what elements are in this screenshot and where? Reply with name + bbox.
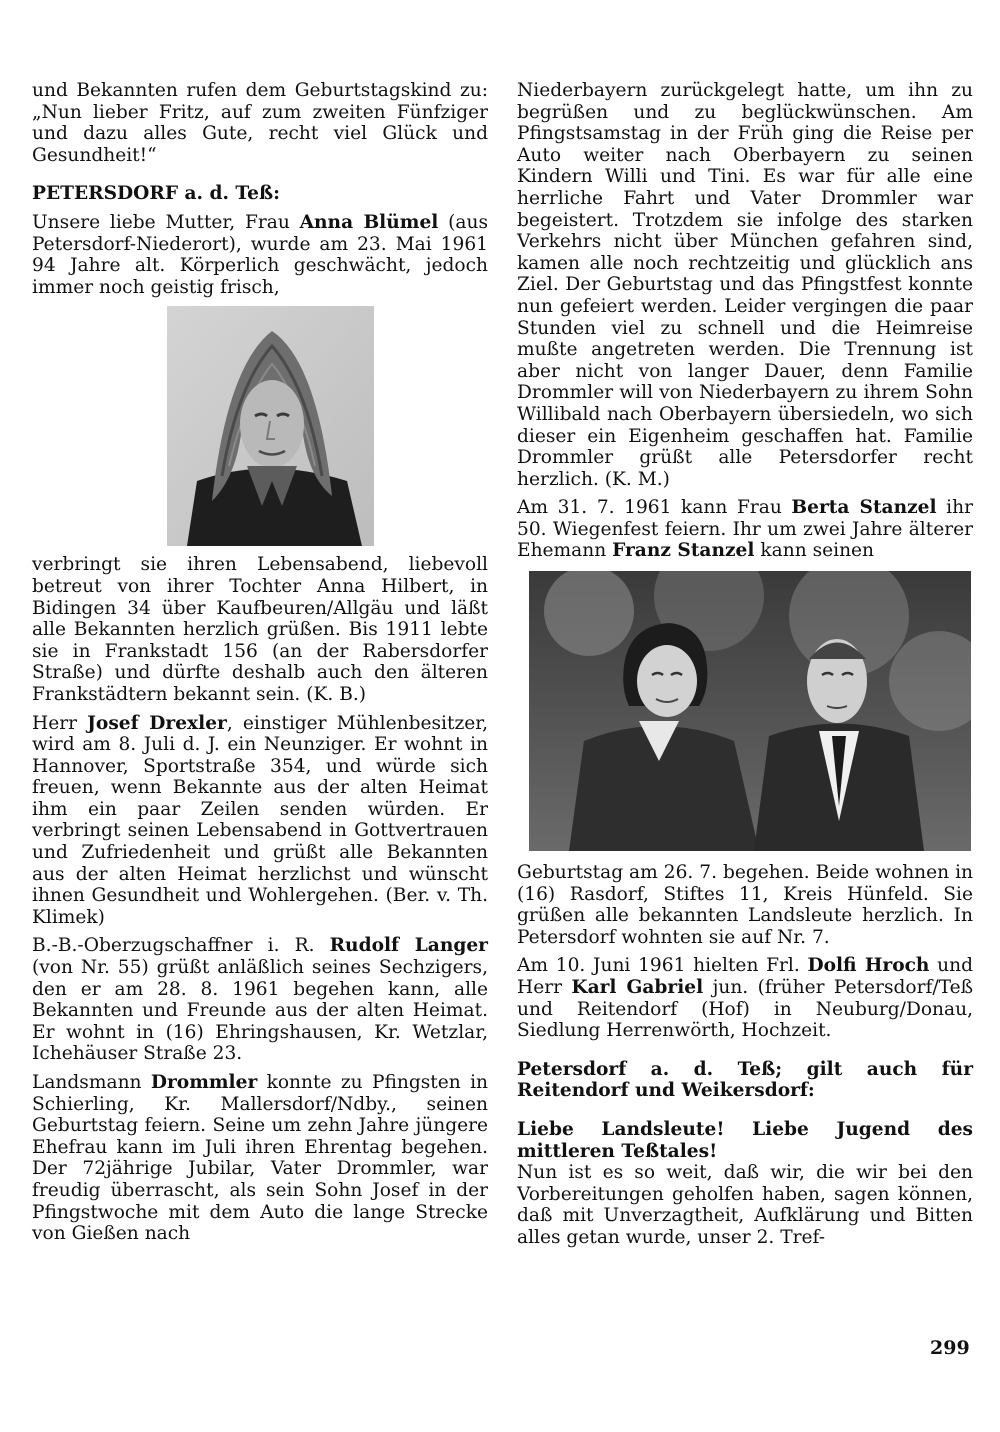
paragraph-stanzel-continued: Geburtstag am 26. 7. begehen. Beide wohnen in (16) Rasdorf, Stiftes 11, Kreis Hünfeld. Sie grüßen alle bekannten Landsleute herzlich. In Petersdorf wohnten sie auf Nr. 7. [517, 862, 973, 948]
paragraph-josef-drexler: Herr Josef Drexler, einstiger Mühlenbesitzer, wird am 8. Juli d. J. ein Neunziger. Er wohnt in Hannover, Sportstraße 354, und würde sich freuen, wenn Bekannte aus der alten Heimat ihm ein paar Zeilen senden würden. Er verbringt seinen Lebensabend in Gottvertrauen und Zufriedenheit und grüßt alle Bekannten aus der alten Heimat herzlichst und wünscht ihnen Gesundheit und Wohlergehen. (Ber. v. Th. Klimek) [32, 712, 489, 928]
photo-couple-stanzel [529, 571, 971, 851]
section-heading-liebe-landsleute: Liebe Landsleute! Liebe Jugend des mittleren Teßtales! [517, 1119, 973, 1162]
portrait-photo-elderly-woman [167, 306, 374, 546]
paragraph-hroch-gabriel: Am 10. Juni 1961 hielten Frl. Dolfi Hroch und Herr Karl Gabriel jun. (früher Petersdorf/Teß und Reitendorf (Hof) in Neuburg/Donau, Siedlung Herrenwörth, Hochzeit. [517, 955, 974, 1042]
paragraph-drommler: Landsmann Drommler konnte zu Pfingsten in Schierling, Kr. Mallersdorf/Ndby., seinen Geburtstag feiern. Seine um zehn Jahre jüngere Ehefrau kann im Juli ihren Ehrentag begehen. Der 72jährige Jubilar, Vater Drommler, war freudig überrascht, als sein Sohn Josef in der Pfingstwoche mit dem Auto die lange Strecke von Gießen nach [32, 1072, 488, 1245]
page-number: 299 [930, 1337, 970, 1359]
paragraph-lebensabend: verbringt sie ihren Lebensabend, liebevoll betreut von ihrer Tochter Anna Hilbert, in Bidingen 34 über Kaufbeuren/Allgäu und läßt alle Bekannten herzlich grüßen. Bis 1911 lebte sie in Frankstadt 156 (an der Rabersdorfer Straße) und dürfte deshalb auch den älteren Frankstädtern bekannt sein. (K. B.) [32, 554, 488, 705]
paragraph-vorbereitungen: Nun ist es so weit, daß wir, die wir bei den Vorbereitungen geholfen haben, sagen können, daß mit Unverzagtheit, Aufklärung und Bitten alles getan wurde, unser 2. Tref- [517, 1162, 973, 1248]
paragraph-drommler-continued: Niederbayern zurückgelegt hatte, um ihn zu begrüßen und zu beglückwünschen. Am Pfingstsamstag in der Früh ging die Reise per Auto weiter nach Oberbayern zu seinen Kindern Willi und Tini. Es war für alle eine herrliche Fahrt und Vater Drommler war begeistert. Trotzdem sie infolge des starken Verkehrs nicht über München gefahren sind, kamen alle noch rechtzeitig und glücklich ans Ziel. Der Geburtstag und das Pfingstfest konnte nun gefeiert werden. Leider vergingen die paar Stunden viel zu schnell und die Heimreise mußte angetreten werden. Die Trennung ist aber nicht von langer Dauer, denn Familie Drommler will von Niederbayern zu ihrem Sohn Willibald nach Oberbayern übersiedeln, wo sich dieser ein Eigenheim geschaffen hat. Familie Drommler grüßt alle Petersdorfer recht herzlich. (K. M.) [517, 80, 973, 490]
paragraph-rudolf-langer: B.-B.-Oberzugschaffner i. R. Rudolf Langer (von Nr. 55) grüßt anläßlich seines Sechzigers, den er am 28. 8. 1961 begehen kann, alle Bekannten und Freunde aus der alten Heimat. Er wohnt in (16) Ehringshausen, Kr. Wetzlar, Ichehäuser Straße 23. [32, 935, 488, 1065]
left-column [32, 80, 488, 1245]
paragraph-birthday-greeting: und Bekannten rufen dem Geburtstagskind zu: „Nun lieber Fritz, auf zum zweiten Fünfziger und dazu alles Gute, recht viel Glück und Gesundheit!“ [32, 80, 488, 166]
section-heading-petersdorf: PETERSDORF a. d. Teß: [32, 183, 280, 205]
paragraph-anna-bluemel: Unsere liebe Mutter, Frau Anna Blümel (aus Petersdorf-Niederort), wurde am 23. Mai 1961 94 Jahre alt. Körperlich geschwächt, jedoch immer noch geistig frisch, [32, 211, 488, 298]
paragraph-stanzel: Am 31. 7. 1961 kann Frau Berta Stanzel ihr 50. Wiegenfest feiern. Ihr um zwei Jahre älterer Ehemann Franz Stanzel kann seinen [517, 497, 973, 562]
right-column [517, 80, 973, 1249]
section-heading-petersdorf-reitendorf: Petersdorf a. d. Teß; gilt auch für Reitendorf und Weikersdorf: [517, 1058, 973, 1102]
